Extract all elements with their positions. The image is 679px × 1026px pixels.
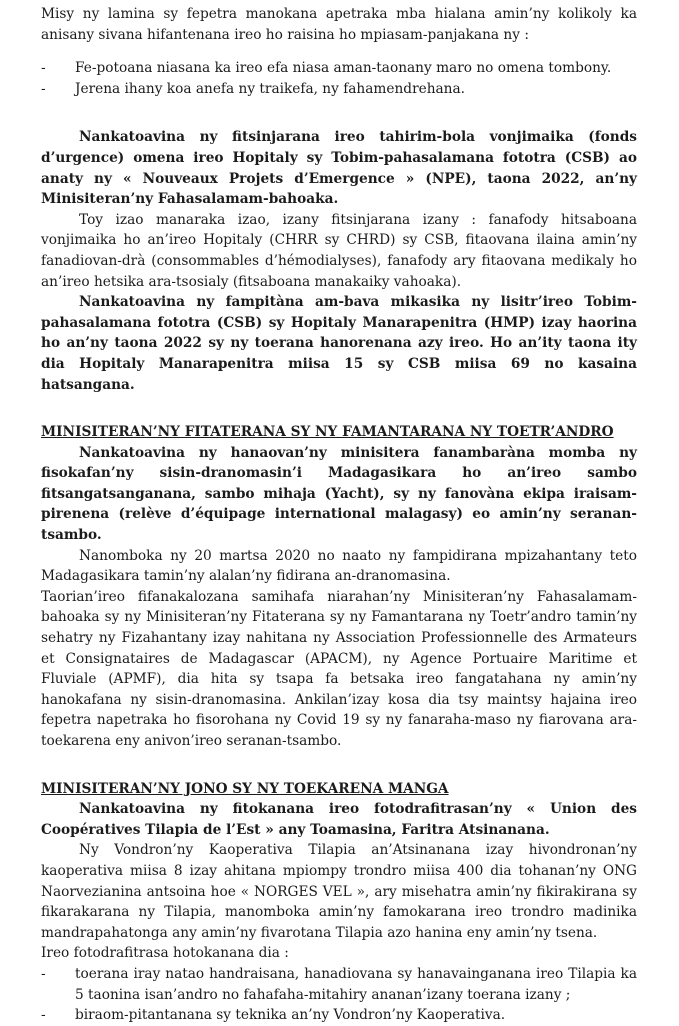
bullet-text: Fe-potoana niasana ka ireo efa niasa aman-taonany maro no omena tombony. <box>75 60 612 77</box>
bullet-dash: - <box>41 1007 46 1024</box>
list-item <box>41 964 637 1005</box>
fisheries-paragraph-1: Ny Vondron’ny Kaoperativa Tilapia an’Atsinanana izay hivondronan’ny kaoperativa miisa 8 izay ahitana mpiompy trondro miisa 400 dia tohanan’ny ONG Naorvezianina antsoina hoe « NORGES VEL », ary misehatra amin’ny fikirakirana sy fikarakarana ny Tilapia, manomboka amin’ny famokarana ireo trondro madinika mandrapahatonga any amin’ny fivarotana Tilapia azo hanina eny amin’ny tsena. <box>41 842 637 941</box>
list-item <box>41 1005 637 1026</box>
transport-paragraph-1: Nanomboka ny 20 martsa 2020 no naato ny fampidirana mpizahantany teto Madagasikara tamin’ny alalan’ny fidirana an-dranomasina. <box>41 547 637 585</box>
fisheries-bullet-list <box>41 964 637 1026</box>
list-item <box>41 58 637 79</box>
bullet-text: Jerena ihany koa anefa ny traikefa, ny fahamendrehana. <box>75 80 466 97</box>
bullet-text: toerana iray natao handraisana, hanadiovana sy hanavainganana ireo Tilapia ka 5 taonina isan’andro no fahafaha-mitahiry ananan’izany toerana izany ; <box>75 965 637 1003</box>
section-heading-fisheries: MINISITERAN’NY JONO SY NY TOEKARENA MANGA <box>41 780 449 797</box>
fisheries-decision: Nankatoavina ny fitokanana ireo fotodrafitrasan’ny « Union des Coopératives Tilapia de l’Est » any Toamasina, Faritra Atsinanana. <box>41 801 637 838</box>
section-heading-transport: MINISITERAN’NY FITATERANA SY NY FAMANTARANA NY TOETR’ANDRO <box>41 424 614 441</box>
csb-hmp-decision: Nankatoavina ny fampitàna am-bava mikasika ny lisitr’ireo Tobim-pahasalamana fototra (CSB) sy Hopitaly Manarapenitra (HMP) izay haorina ho an’ny taona 2022 sy ny toerana hanorenana azy ireo. Ho an’ity taona ity dia Hopitaly Manarapenitra miisa 15 sy CSB miisa 69 no kasaina hatsangana. <box>41 294 637 393</box>
fisheries-paragraph-2: Ireo fotodrafitrasa hotokanana dia : <box>41 945 289 962</box>
list-item <box>41 79 637 100</box>
transport-paragraph-2: Taorian’ireo fifanakalozana samihafa niarahan’ny Minisiteran’ny Fahasalamam-bahoaka sy ny Minisiteran’ny Fitaterana sy ny Famantarana ny Toetr’andro tamin’ny sehatry ny Fizahantany izay nahitana ny Association Professionnelle des Armateurs et Consignataires de Madagascar (APACM), ny Agence Portuaire Maritime et Fluviale (APMF), dia hita sy tsapa fa betsaka ireo fangatahana ny amin’ny hanokafana ny sisin-dranomasina. Ankilan’izay kosa dia tsy maintsy hajaina ireo fepetra napetraka ho fisorohana ny Covid 19 sy ny fanaraha-maso ny fiarovana ara-toekarena eny anivon’ireo seranan-tsambo. <box>41 588 637 749</box>
fonds-urgence-decision: Nankatoavina ny fitsinjarana ireo tahirim-bola vonjimaika (fonds d’urgence) omena ireo Hopitaly sy Tobim-pahasalamana fototra (CSB) ao anaty ny « Nouveaux Projets d’Emergence » (NPE), taona 2022, an’ny Minisiteran’ny Fahasalamam-bahoaka. <box>41 129 637 208</box>
intro-paragraph: Misy ny lamina sy fepetra manokana apetraka mba hialana amin’ny kolikoly ka anisany sivana hifantenana ireo ho raisina ho mpiasam-panjakana ny : <box>41 6 637 43</box>
bullet-text: biraom-pitantanana sy teknika an’ny Vondron’ny Kaoperativa. <box>75 1007 506 1024</box>
bullet-dash: - <box>41 60 46 77</box>
transport-decision: Nankatoavina ny hanaovan’ny minisitera fanambaràna momba ny fisokafan’ny sisin-dranomasin’i Madagasikara ho an’ireo sambo fitsangatsanganana, sambo mihaja (Yacht), sy ny fanovàna ekipa iraisam-pirenena (relève d’équipage international malagasy) eo amin’ny seranan-tsambo. <box>41 444 637 544</box>
fonds-urgence-details: Toy izao manaraka izao, izany fitsinjarana izany : fanafody hitsaboana vonjimaika ho an’ireo Hopitaly (CHRR sy CHRD) sy CSB, fitaovana ilaina amin’ny fanadiovan-drà (consommables d’hémodialyses), fanafody ary fitaovana medikaly ho an’ireo hetsika ara-tsosialy (fitsaboana manakaiky vahoaka). <box>41 211 637 290</box>
bullet-dash: - <box>41 965 46 982</box>
intro-bullet-list <box>41 58 637 99</box>
bullet-dash: - <box>41 80 46 97</box>
